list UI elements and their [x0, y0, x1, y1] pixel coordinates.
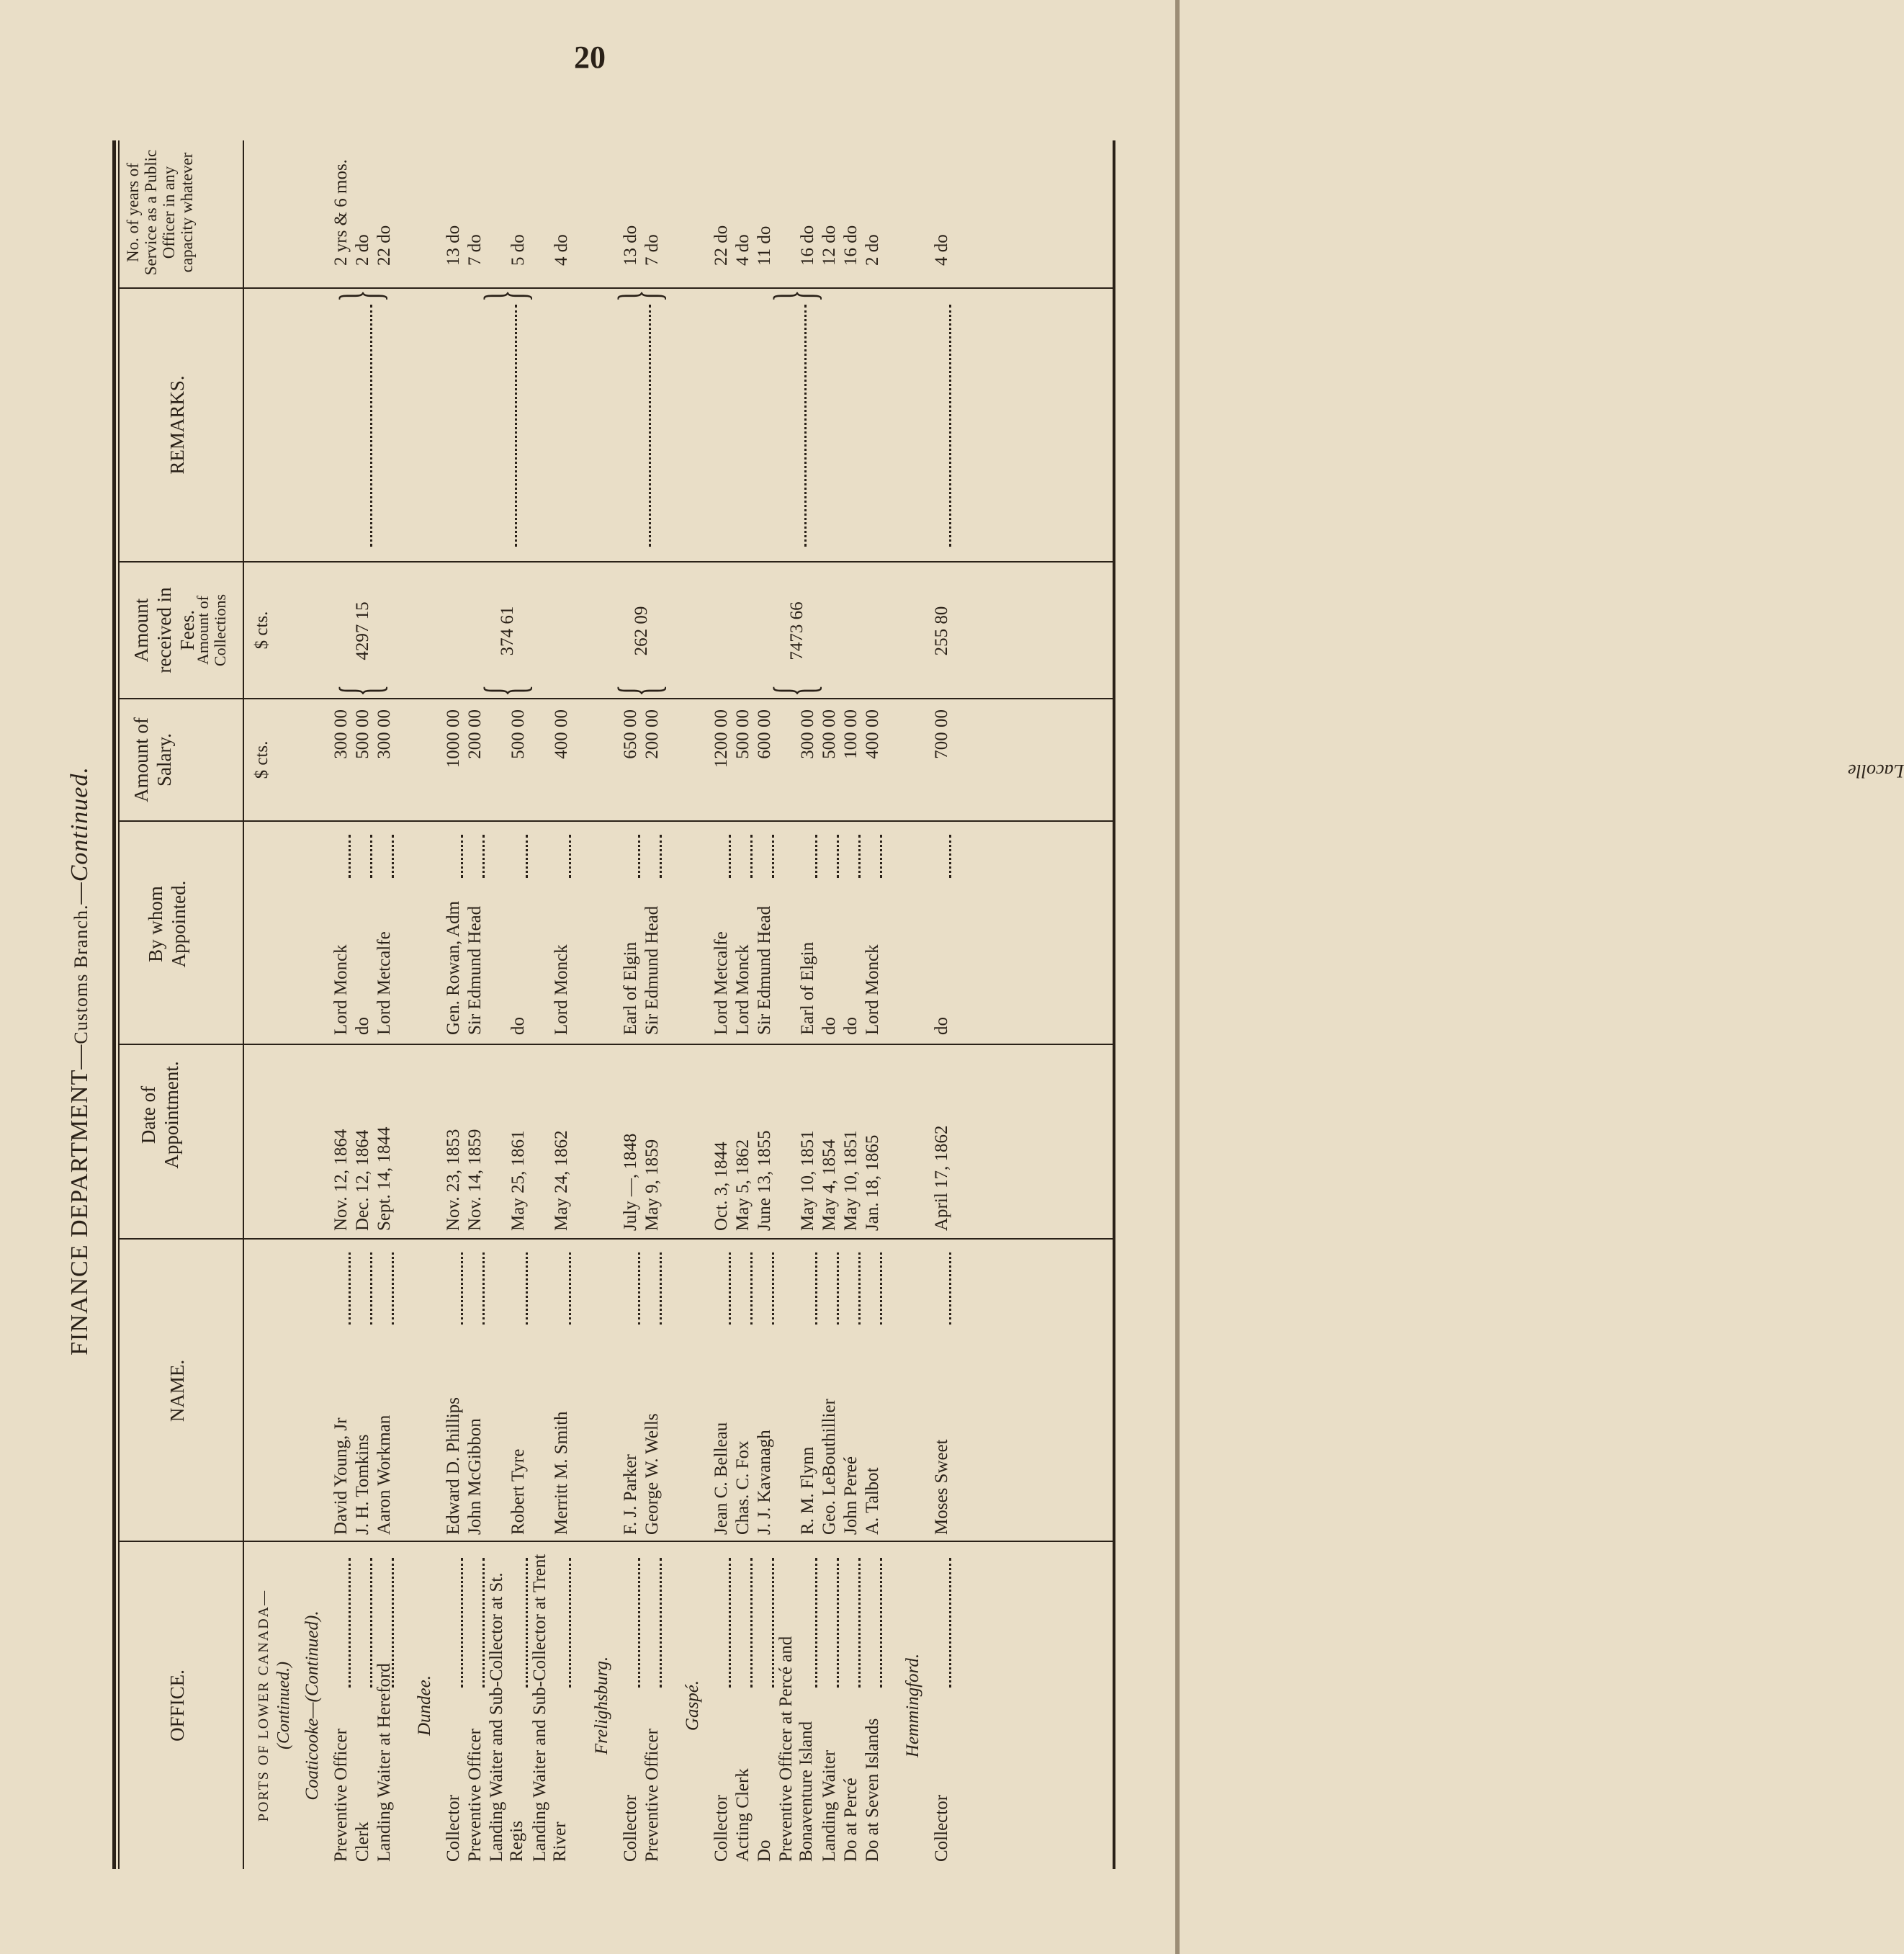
header-salary: Amount of Salary.	[130, 717, 175, 802]
date-cell: April 17, 1862	[932, 1125, 951, 1231]
name-cell: Merritt M. Smith	[552, 1411, 571, 1535]
leader-dots	[858, 1252, 861, 1325]
service-cell: 13 do	[621, 225, 640, 266]
leader-dots	[660, 1252, 662, 1325]
salary-cell: 500 00	[733, 709, 753, 759]
section-header-line1: PORTS OF LOWER CANADA—	[256, 1589, 271, 1822]
salary-cell: 1200 00	[711, 709, 731, 768]
salary-cell: 200 00	[642, 709, 662, 759]
footer-fragment: Lacolle	[1848, 761, 1904, 781]
leader-dots	[880, 1558, 882, 1688]
page-number: 20	[574, 40, 606, 75]
leader-dots	[392, 835, 394, 878]
appointed-by-cell: do	[841, 1017, 861, 1035]
service-cell: 2 do	[863, 234, 882, 266]
name-cell: J. J. Kavanagh	[755, 1430, 774, 1535]
name-cell: John McGibbon	[465, 1418, 485, 1535]
col-rule-5	[119, 698, 1113, 699]
fee-cell: 7473 66	[787, 601, 807, 660]
leader-dots	[638, 1252, 640, 1325]
salary-cell: 650 00	[621, 709, 640, 759]
service-cell: 2 yrs & 6 mos.	[331, 159, 351, 266]
group-heading: Dundee.	[415, 1675, 434, 1736]
remarks-leader-dots	[804, 305, 807, 547]
table-top-rule	[112, 140, 116, 1869]
leader-dots	[461, 835, 463, 878]
appointed-by-cell: Lord Monck	[331, 944, 351, 1035]
salary-cell: 300 00	[331, 709, 351, 759]
remarks-leader-dots	[515, 305, 517, 547]
name-cell: George W. Wells	[642, 1413, 662, 1535]
leader-dots	[526, 835, 528, 878]
leader-dots	[660, 1558, 662, 1688]
group-heading: Gaspé.	[683, 1680, 702, 1731]
leader-dots	[858, 1558, 861, 1688]
leader-dots	[526, 1252, 528, 1325]
leader-dots	[815, 835, 817, 878]
leader-dots	[526, 1558, 528, 1688]
header-name: NAME.	[166, 1359, 188, 1422]
appointed-by-cell: Lord Monck	[733, 944, 753, 1035]
name-cell: Aaron Workman	[374, 1415, 394, 1535]
service-cell: 11 do	[755, 225, 774, 266]
leader-dots	[815, 1558, 817, 1688]
appointed-by-cell: Sir Edmund Head	[465, 905, 485, 1035]
group-heading: Frelighsburg.	[592, 1656, 611, 1755]
name-cell: Jean C. Belleau	[711, 1422, 731, 1535]
fee-cell: 262 09	[632, 606, 651, 656]
leader-dots	[729, 1558, 731, 1688]
name-cell: Moses Sweet	[932, 1439, 951, 1535]
section-header-line2: (Continued.)	[274, 1662, 293, 1749]
date-cell: July —, 1848	[621, 1133, 640, 1231]
office-cell: Collector	[711, 1794, 731, 1862]
table-bottom-rule	[1113, 140, 1115, 1869]
appointed-by-cell: Sir Edmund Head	[755, 905, 774, 1035]
appointed-by-cell: Lord Monck	[552, 944, 571, 1035]
page-title	[66, 182, 94, 1940]
fee-cell: 4297 15	[353, 601, 372, 660]
leader-dots	[638, 1558, 640, 1688]
office-cell: Landing Waiter and Sub-Collector at St. Regis	[487, 1572, 526, 1862]
header-bottom-rule	[243, 140, 244, 1869]
leader-dots	[370, 835, 372, 878]
office-cell: Acting Clerk	[733, 1768, 753, 1862]
fee-cell: 374 61	[498, 606, 517, 656]
service-cell: 16 do	[798, 225, 817, 266]
service-cell: 4 do	[932, 234, 951, 266]
leader-dots	[772, 1252, 774, 1325]
leader-dots	[660, 835, 662, 878]
leader-dots	[949, 835, 951, 878]
brace-right: }	[474, 290, 539, 302]
leader-dots	[370, 1558, 372, 1688]
col-rule-7	[119, 287, 1113, 289]
leader-dots	[949, 1558, 951, 1688]
title-main: FINANCE DEPARTMENT	[66, 1069, 93, 1355]
service-cell: 4 do	[733, 234, 753, 266]
group-heading: Coaticooke—(Continued).	[302, 1610, 322, 1801]
salary-cell: 500 00	[819, 709, 839, 759]
fees-units: $ cts.	[252, 611, 271, 650]
leader-dots	[880, 1252, 882, 1325]
date-cell: May 10, 1851	[798, 1130, 817, 1231]
appointed-by-cell: Lord Metcalfe	[374, 931, 394, 1035]
brace-left: {	[608, 684, 673, 696]
salary-cell: 400 00	[863, 709, 882, 759]
brace-right: }	[608, 290, 673, 302]
leader-dots	[837, 1558, 839, 1688]
leader-dots	[482, 835, 485, 878]
brace-right: }	[329, 290, 394, 302]
service-cell: 5 do	[508, 234, 528, 266]
service-cell: 7 do	[465, 234, 485, 266]
remarks-leader-dots	[649, 305, 651, 547]
leader-dots	[750, 1252, 753, 1325]
name-cell: Geo. LeBouthillier	[819, 1399, 839, 1535]
name-cell: John Pereé	[841, 1456, 861, 1535]
date-cell: Dec. 12, 1864	[353, 1129, 372, 1231]
brace-left: {	[474, 684, 539, 696]
leader-dots	[837, 1252, 839, 1325]
salary-cell: 400 00	[552, 709, 571, 759]
name-cell: R. M. Flynn	[798, 1446, 817, 1535]
office-cell: Do	[755, 1839, 774, 1862]
header-date: Date of Appointment.	[138, 1061, 182, 1169]
fee-cell: 255 80	[932, 606, 951, 656]
appointed-by-cell: do	[932, 1017, 951, 1035]
date-cell: Nov. 23, 1853	[444, 1129, 463, 1231]
appointed-by-cell: Earl of Elgin	[621, 941, 640, 1035]
leader-dots	[461, 1558, 463, 1688]
appointed-by-cell: do	[353, 1017, 372, 1035]
date-cell: May 5, 1862	[733, 1139, 753, 1231]
appointed-by-cell: Lord Metcalfe	[711, 931, 731, 1035]
remarks-leader-dots	[370, 305, 372, 547]
service-cell: 13 do	[444, 225, 463, 266]
date-cell: June 13, 1855	[755, 1130, 774, 1231]
leader-dots	[949, 1252, 951, 1325]
leader-dots	[837, 835, 839, 878]
name-cell: Chas. C. Fox	[733, 1440, 753, 1535]
table-top-rule-thin	[118, 140, 120, 1869]
leader-dots	[750, 835, 753, 878]
date-cell: Jan. 18, 1865	[863, 1134, 882, 1231]
title-branch: Customs Branch.	[71, 904, 91, 1044]
service-cell: 22 do	[711, 225, 731, 266]
salary-cell: 200 00	[465, 709, 485, 759]
salary-units: $ cts.	[252, 740, 271, 779]
remarks-leader-dots	[949, 305, 951, 547]
service-cell: 2 do	[353, 234, 372, 266]
header-service: No. of years of Service as a Public Officer in any capacity whatever	[124, 149, 196, 276]
service-cell: 12 do	[819, 225, 839, 266]
appointed-by-cell: do	[508, 1017, 528, 1035]
leader-dots	[482, 1558, 485, 1688]
salary-cell: 100 00	[841, 709, 861, 759]
office-cell: Collector	[932, 1794, 951, 1862]
leader-dots	[569, 1252, 571, 1325]
header-collections: Amount of Collections	[194, 593, 229, 667]
salary-cell: 1000 00	[444, 709, 463, 768]
leader-dots	[569, 835, 571, 878]
office-cell: Preventive Officer	[331, 1729, 351, 1862]
office-cell: Preventive Officer	[465, 1729, 485, 1862]
name-cell: A. Talbot	[863, 1467, 882, 1535]
title-continued: —Continued.	[66, 766, 93, 905]
leader-dots	[772, 835, 774, 878]
leader-dots	[370, 1252, 372, 1325]
header-office: OFFICE.	[166, 1670, 188, 1742]
office-cell: Clerk	[353, 1821, 372, 1862]
appointed-by-cell: do	[819, 1017, 839, 1035]
header-fees: Amount received in Fees.	[130, 587, 198, 673]
salary-cell: 500 00	[508, 709, 528, 759]
date-cell: Sept. 14, 1844	[374, 1126, 394, 1231]
date-cell: May 24, 1862	[552, 1130, 571, 1231]
office-cell: Preventive Officer	[642, 1729, 662, 1862]
name-cell: Robert Tyre	[508, 1448, 528, 1535]
name-cell: David Young, Jr	[331, 1417, 351, 1535]
leader-dots	[750, 1558, 753, 1688]
brace-left: {	[329, 684, 394, 696]
date-cell: May 25, 1861	[508, 1130, 528, 1231]
name-cell: J. H. Tomkins	[353, 1434, 372, 1535]
leader-dots	[569, 1558, 571, 1688]
salary-cell: 300 00	[374, 709, 394, 759]
salary-cell: 700 00	[932, 709, 951, 759]
leader-dots	[858, 835, 861, 878]
office-cell: Preventive Officer at Percé and Bonaventure Island	[776, 1636, 816, 1862]
leader-dots	[461, 1252, 463, 1325]
leader-dots	[729, 835, 731, 878]
brace-right: }	[763, 290, 828, 302]
group-heading: Hemmingford.	[903, 1653, 922, 1758]
header-by-whom: By whom Appointed.	[145, 880, 189, 968]
office-cell: Collector	[444, 1794, 463, 1862]
date-cell: May 4, 1854	[819, 1139, 839, 1231]
leader-dots	[729, 1252, 731, 1325]
col-rule-3	[119, 1044, 1113, 1045]
title-dash: —	[66, 1044, 93, 1070]
leader-dots	[349, 1558, 351, 1688]
service-cell: 4 do	[552, 234, 571, 266]
appointed-by-cell: Sir Edmund Head	[642, 905, 662, 1035]
salary-cell: 600 00	[755, 709, 774, 759]
brace-left: {	[763, 684, 828, 696]
office-cell: Landing Waiter at Hereford	[374, 1663, 394, 1862]
office-cell: Do at Seven Islands	[863, 1718, 882, 1862]
service-cell: 22 do	[374, 225, 394, 266]
col-rule-1	[119, 1541, 1113, 1542]
header-remarks: REMARKS.	[166, 375, 188, 475]
name-cell: Edward D. Phillips	[444, 1397, 463, 1535]
name-cell: F. J. Parker	[621, 1454, 640, 1535]
col-rule-2	[119, 1238, 1113, 1240]
leader-dots	[638, 835, 640, 878]
leader-dots	[392, 1558, 394, 1688]
appointed-by-cell: Earl of Elgin	[798, 941, 817, 1035]
leader-dots	[392, 1252, 394, 1325]
leader-dots	[349, 1252, 351, 1325]
leader-dots	[482, 1252, 485, 1325]
col-rule-4	[119, 820, 1113, 822]
office-cell: Landing Waiter and Sub-Collector at Trent River	[530, 1554, 570, 1862]
salary-cell: 300 00	[798, 709, 817, 759]
office-cell: Do at Percé	[841, 1778, 861, 1862]
date-cell: Nov. 12, 1864	[331, 1129, 351, 1231]
date-cell: Nov. 14, 1859	[465, 1129, 485, 1231]
leader-dots	[815, 1252, 817, 1325]
leader-dots	[772, 1558, 774, 1688]
office-cell: Collector	[621, 1794, 640, 1862]
section-header	[253, 1543, 294, 1868]
date-cell: Oct. 3, 1844	[711, 1142, 731, 1231]
service-cell: 7 do	[642, 234, 662, 266]
office-cell: Landing Waiter	[819, 1749, 839, 1862]
leader-dots	[880, 835, 882, 878]
date-cell: May 10, 1851	[841, 1130, 861, 1231]
date-cell: May 9, 1859	[642, 1139, 662, 1231]
salary-cell: 500 00	[353, 709, 372, 759]
service-cell: 16 do	[841, 225, 861, 266]
col-rule-6	[119, 561, 1113, 563]
appointed-by-cell: Gen. Rowan, Adm	[444, 900, 463, 1035]
leader-dots	[349, 835, 351, 878]
appointed-by-cell: Lord Monck	[863, 944, 882, 1035]
